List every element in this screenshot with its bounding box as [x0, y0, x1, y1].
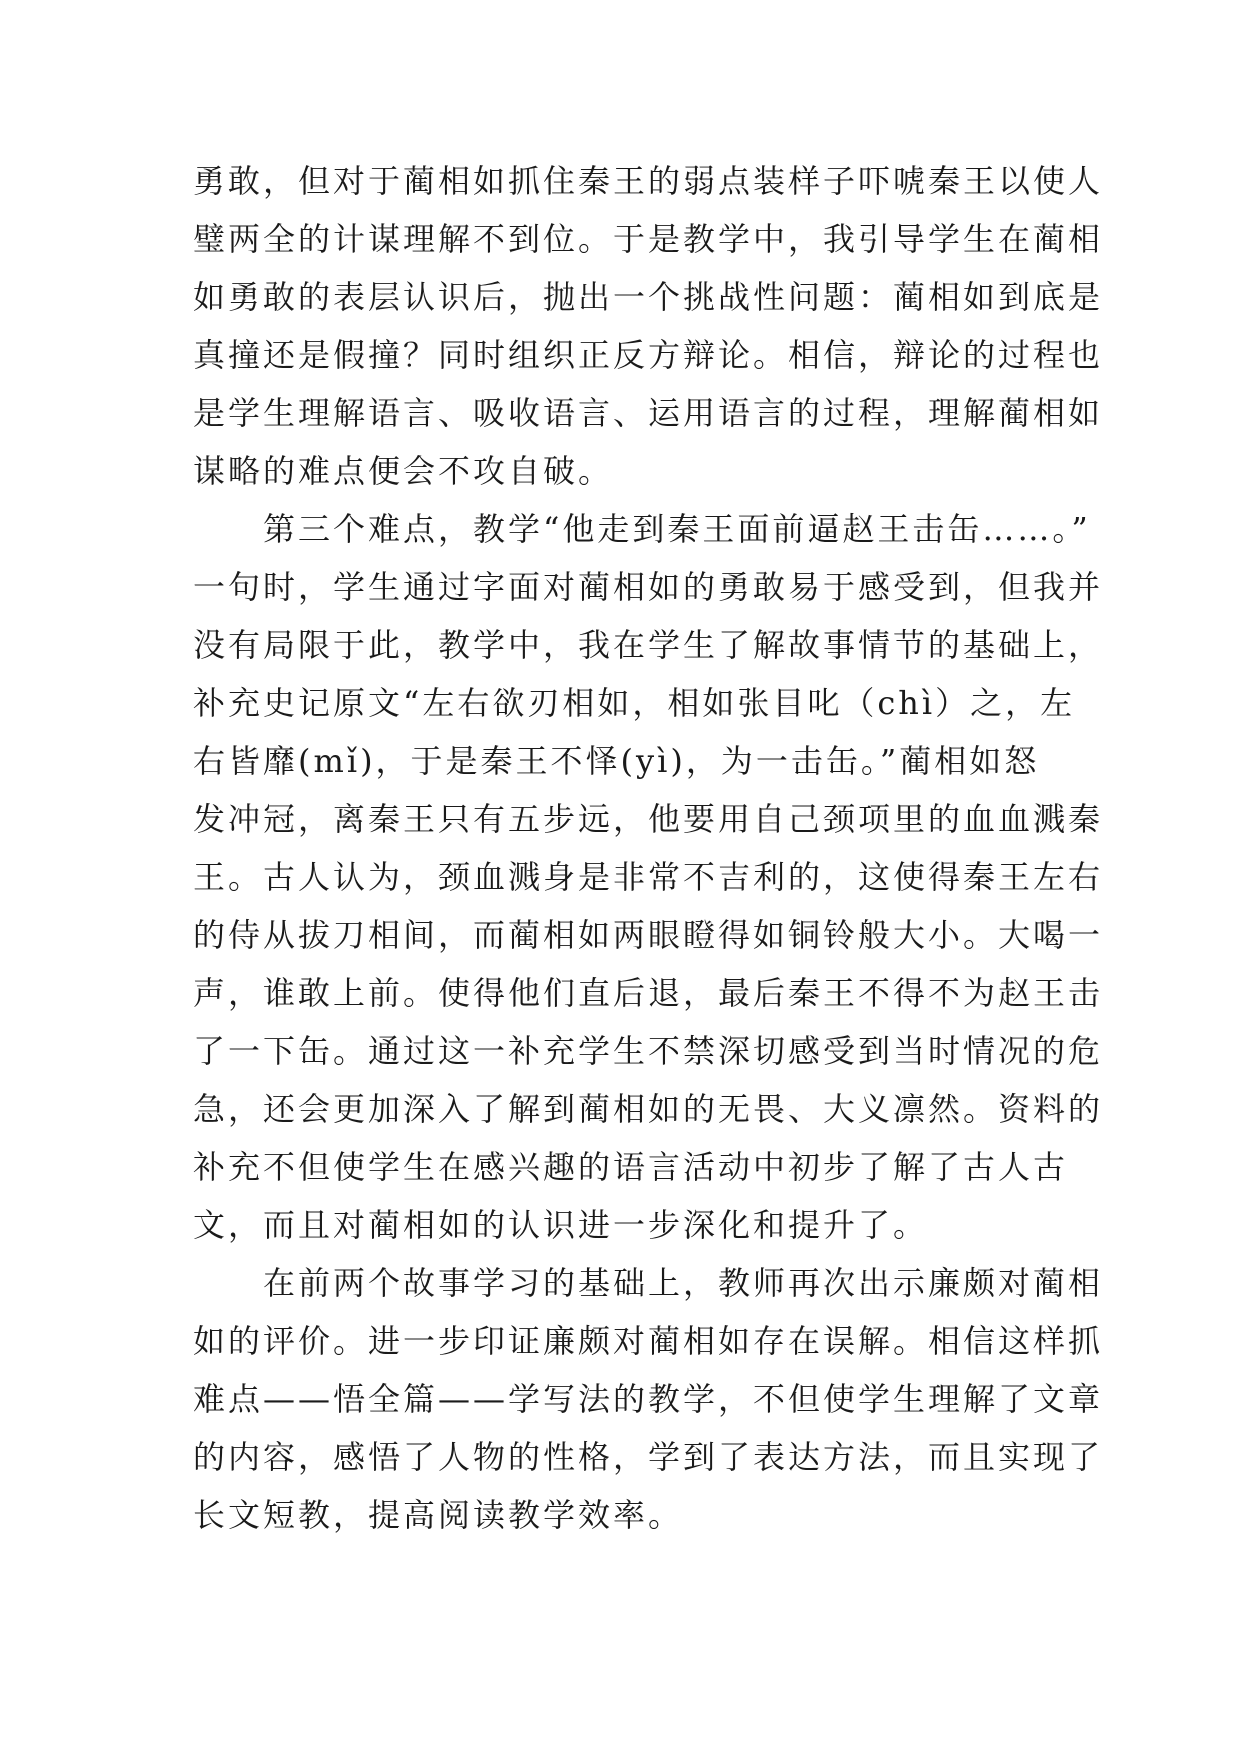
text-line: 急，还会更加深入了解到蔺相如的无畏、大义凛然。资料的	[193, 1090, 1104, 1128]
text-line: 如的评价。进一步印证廉颇对蔺相如存在误解。相信这样抓	[193, 1322, 1104, 1360]
text-line: 的内容，感悟了人物的性格，学到了表达方法，而且实现了	[193, 1438, 1104, 1476]
text-line: 文，而且对蔺相如的认识进一步深化和提升了。	[193, 1206, 929, 1244]
text-line: 声，谁敢上前。使得他们直后退，最后秦王不得不为赵王击	[193, 974, 1104, 1012]
text-line: 真撞还是假撞？同时组织正反方辩论。相信，辩论的过程也	[193, 336, 1104, 374]
text-line: 右皆靡(mǐ)，于是秦王不怿(yì)，为一击缶。”蔺相如怒	[193, 742, 1040, 780]
text-line: 如勇敢的表层认识后，抛出一个挑战性问题：蔺相如到底是	[193, 278, 1104, 316]
text-line: 是学生理解语言、吸收语言、运用语言的过程，理解蔺相如	[193, 394, 1104, 432]
text-line: 一句时，学生通过字面对蔺相如的勇敢易于感受到，但我并	[193, 568, 1104, 606]
text-line: 第三个难点，教学“他走到秦王面前逼赵王击缶……。”	[193, 510, 1091, 548]
text-line: 王。古人认为，颈血溅身是非常不吉利的，这使得秦王左右	[193, 858, 1104, 896]
text-line: 谋略的难点便会不攻自破。	[193, 452, 614, 490]
text-line: 难点——悟全篇——学写法的教学，不但使学生理解了文章	[193, 1380, 1104, 1418]
text-line: 了一下缶。通过这一补充学生不禁深切感受到当时情况的危	[193, 1032, 1104, 1070]
body-text	[193, 152, 1104, 1544]
text-line: 在前两个故事学习的基础上，教师再次出示廉颇对蔺相	[193, 1264, 1104, 1302]
text-line: 勇敢，但对于蔺相如抓住秦王的弱点装样子吓唬秦王以使人	[193, 162, 1104, 200]
text-line: 补充史记原文“左右欲刃相如，相如张目叱（chì）之，左	[193, 684, 1076, 722]
text-line: 的侍从拔刀相间，而蔺相如两眼瞪得如铜铃般大小。大喝一	[193, 916, 1104, 954]
text-line: 长文短教，提高阅读教学效率。	[193, 1496, 684, 1534]
text-line: 发冲冠，离秦王只有五步远，他要用自己颈项里的血血溅秦	[193, 800, 1104, 838]
text-line: 璧两全的计谋理解不到位。于是教学中，我引导学生在蔺相	[193, 220, 1104, 258]
text-line: 没有局限于此，教学中，我在学生了解故事情节的基础上，	[193, 626, 1104, 664]
text-line: 补充不但使学生在感兴趣的语言活动中初步了解了古人古	[193, 1148, 1069, 1186]
